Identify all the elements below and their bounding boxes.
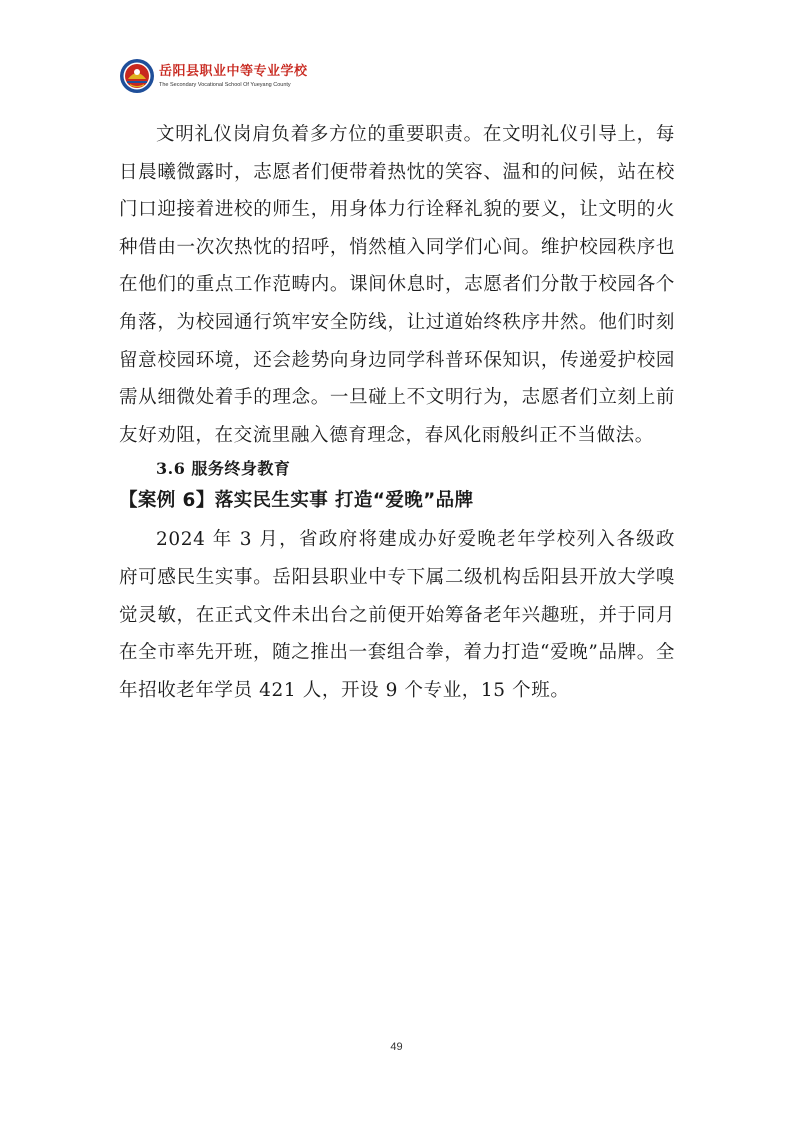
case-heading: 【案例 6】落实民生实事 打造“爱晚”品牌 bbox=[119, 490, 474, 512]
school-names bbox=[159, 64, 308, 89]
paragraph-aiwan-brand: 2024 年 3 月，省政府将建成办好爱晚老年学校列入各级政府可感民生实事。岳阳县职业中专下属二级机构岳阳县开放大学嗅觉灵敏，在正式文件未出台之前便开始筹备老年兴趣班，并于同月在全市率先开班，随之推出一套组合拳，着力打造“爱晚”品牌。全年招收老年学员 421 人，开设 9 个专业，15 个班。 bbox=[119, 529, 675, 701]
page-header bbox=[119, 58, 308, 94]
school-emblem-icon bbox=[119, 58, 155, 94]
school-name-cn: 岳阳县职业中等专业学校 bbox=[159, 63, 308, 79]
page-content bbox=[119, 116, 675, 709]
section-heading: 3.6 服务终身教育 bbox=[156, 459, 291, 479]
paragraph-civility-post: 文明礼仪岗肩负着多方位的重要职责。在文明礼仪引导上，每日晨曦微露时，志愿者们便带着热忱的笑容、温和的问候，站在校门口迎接着进校的师生，用身体力行诠释礼貌的要义，让文明的火种借由一次次热忱的招呼，悄然植入同学们心间。维护校园秩序也在他们的重点工作范畴内。课间休息时，志愿者们分散于校园各个角落，为校园通行筑牢安全防线，让过道始终秩序井然。他们时刻留意校园环境，还会趁势向身边同学科普环保知识，传递爱护校园需从细微处着手的理念。一旦碰上不文明行为，志愿者们立刻上前友好劝阻，在交流里融入德育理念，春风化雨般纠正不当做法。 bbox=[119, 124, 675, 446]
school-name-en: The Secondary Vocational School Of Yueyang County bbox=[159, 81, 291, 88]
page-number: 49 bbox=[390, 1041, 403, 1053]
